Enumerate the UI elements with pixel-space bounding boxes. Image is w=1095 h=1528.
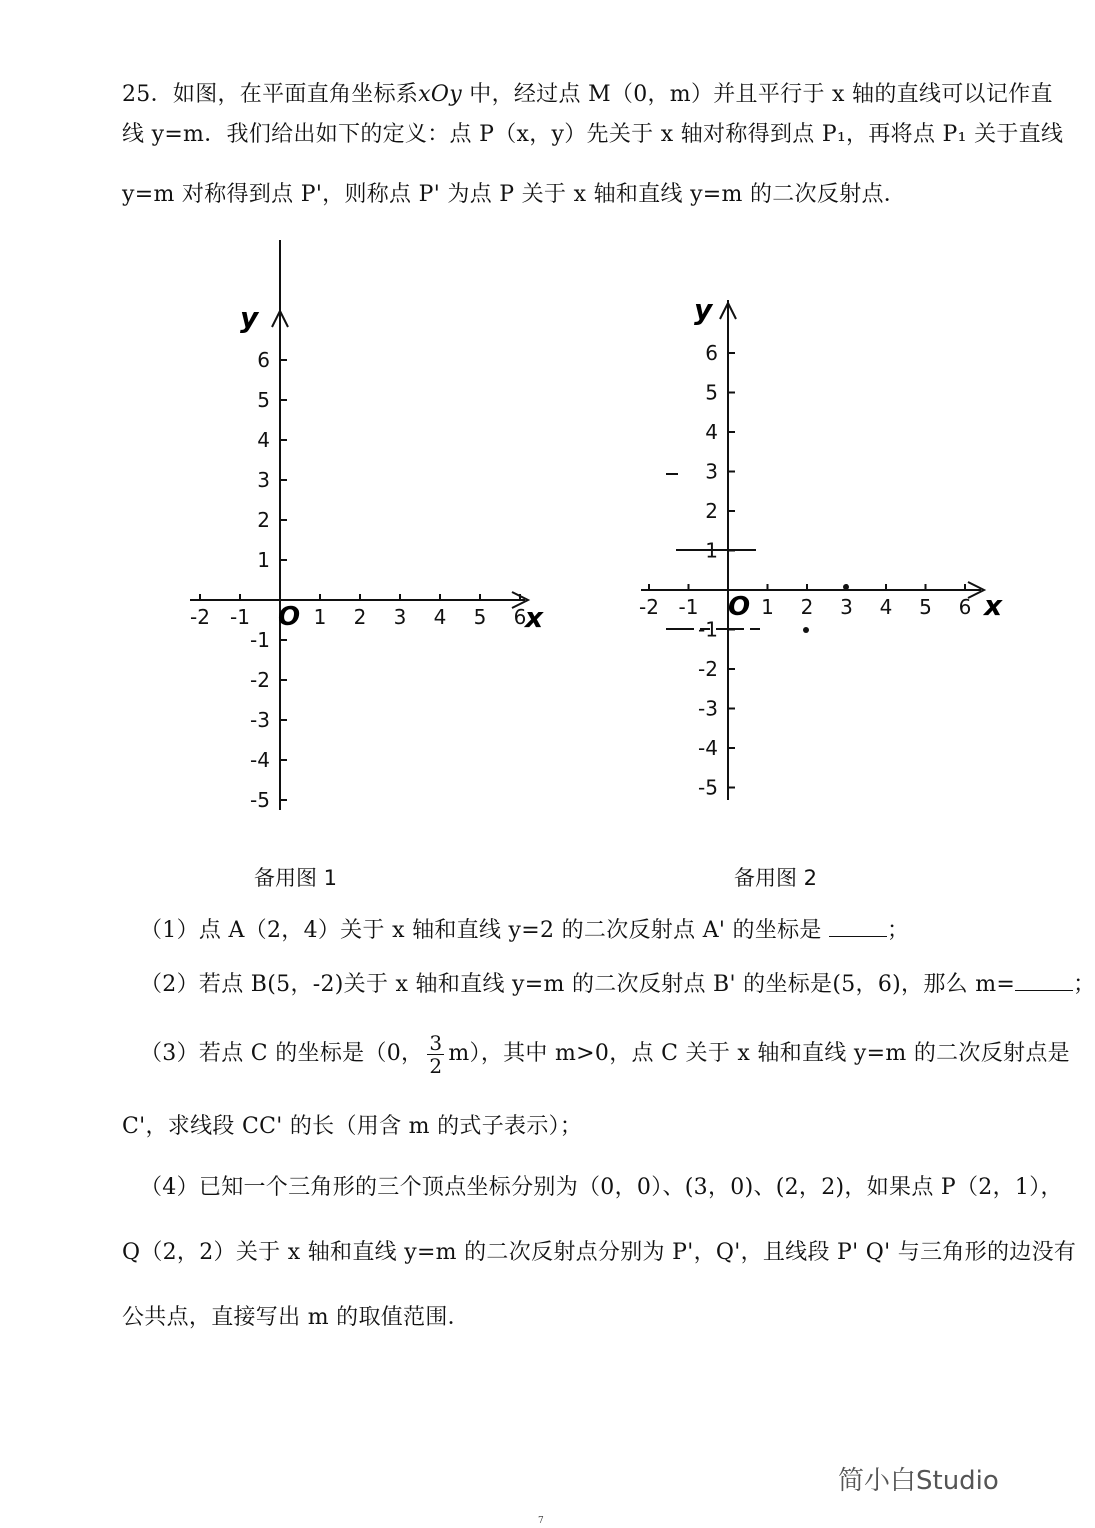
q3-text-b: m），其中 m>0，点 C 关于 x 轴和直线 y=m 的二次反射点是 (448, 1041, 1070, 1066)
fig2-y-tick-label: -4 (698, 736, 718, 760)
fig2-pencil-dot-1 (803, 627, 809, 633)
problem-intro-line1 (122, 80, 1066, 110)
fig1-caption: 备用图 1 (254, 866, 338, 890)
problem-intro-line2: 线 y=m．我们给出如下的定义：点 P（x，y）先关于 x 轴对称得到点 P₁，再将点 P₁ 关于直线 (122, 122, 1064, 147)
fig1-y-tick-label: -4 (250, 748, 270, 772)
q1-end: ； (887, 918, 910, 943)
question-2 (140, 970, 1095, 1000)
fig2-origin-label: O (728, 592, 751, 622)
fig2-svg (636, 235, 1016, 825)
fig2-y-tick-label: -5 (698, 775, 718, 800)
fig2-y-label: y (694, 293, 713, 326)
q2-answer-blank[interactable] (1015, 972, 1073, 991)
question-3-line2: C'，求线段 CC' 的长（用含 m 的式子表示）； (122, 1114, 583, 1139)
fig1-y-tick-label: 2 (257, 508, 270, 532)
coordinate-figure-1 (180, 235, 560, 825)
fig1-y-tick-label: 3 (257, 468, 270, 492)
fig2-x-tick-label: 4 (879, 595, 893, 619)
question-4-line1: （4）已知一个三角形的三个顶点坐标分别为（0，0）、(3，0)、(2，2)，如果点 P（2，1）， (140, 1175, 1063, 1200)
fig1-x-tick-label: 4 (433, 605, 447, 629)
question-3 (140, 1024, 1070, 1084)
fig2-y-tick-label: 6 (705, 341, 718, 365)
fig1-y-tick-label: 6 (257, 348, 270, 372)
fig1-origin-label: O (278, 602, 301, 632)
question-4-line2: Q（2，2）关于 x 轴和直线 y=m 的二次反射点分别为 P'，Q'，且线段 P' Q' 与三角形的边没有 (122, 1240, 1077, 1265)
page-number: 7 (538, 1516, 544, 1526)
fig2-x-tick-label: 3 (840, 595, 853, 619)
fig2-y-tick-label: 4 (705, 420, 718, 444)
fig1-y-label: y (240, 301, 259, 334)
q2-end: ； (1073, 972, 1095, 997)
intro-line1-b: 中，经过点 M（0，m）并且平行于 x 轴的直线可以记作直 (461, 82, 1053, 107)
fig2-x-tick-label: 6 (958, 595, 972, 619)
fig1-x-tick-label: 2 (353, 605, 367, 629)
coordinate-figure-2 (636, 235, 1016, 825)
fig2-y-tick-label: 3 (705, 459, 718, 484)
fig1-y-tick-label: 5 (257, 388, 270, 412)
problem-intro-line3: y=m 对称得到点 P'，则称点 P' 为点 P 关于 x 轴和直线 y=m 的二次反射点． (122, 182, 907, 207)
fig2-y-tick-label: -2 (698, 657, 718, 681)
fig1-x-tick-label: -2 (190, 605, 210, 629)
fig1-y-tick-label: -3 (250, 708, 270, 732)
fig1-y-tick-label: 4 (257, 428, 270, 452)
watermark: 简小白Studio (838, 1466, 999, 1496)
intro-line1-a: 25．如图，在平面直角坐标系 (122, 82, 419, 107)
fig2-x-tick-label: 1 (761, 595, 774, 619)
fig2-x-tick-label: -2 (639, 595, 659, 619)
fig2-y-tick-label: 1 (705, 538, 718, 563)
fig2-caption: 备用图 2 (734, 866, 818, 890)
fig1-x-tick-label: 1 (313, 605, 327, 629)
intro-line1-xoy: xOy (418, 82, 462, 107)
question-1 (140, 916, 1066, 946)
fig1-x-tick-label: 6 (513, 605, 527, 629)
fig1-y-tick-label: 1 (257, 548, 270, 572)
fig1-y-tick-label: -2 (250, 668, 270, 692)
fig2-y-tick-label: -1 (698, 617, 718, 642)
q3-frac-den: 2 (429, 1053, 443, 1078)
q2-text: （2）若点 B(5，-2)关于 x 轴和直线 y=m 的二次反射点 B' 的坐标是(5，6)，那么 m= (140, 972, 1016, 997)
q3-frac-num: 3 (429, 1030, 443, 1055)
fig2-y-tick-label: -3 (698, 696, 718, 721)
fig2-x-label: x (984, 589, 1003, 622)
q1-answer-blank[interactable] (829, 918, 887, 937)
fig2-y-tick-label: 2 (705, 499, 718, 523)
fig2-x-tick-label: 5 (919, 595, 932, 619)
fig1-x-tick-label: 3 (393, 605, 407, 629)
fig1-x-tick-label: -1 (230, 605, 250, 629)
fig2-x-tick-label: -1 (678, 595, 699, 619)
q1-text: （1）点 A（2，4）关于 x 轴和直线 y=2 的二次反射点 A' 的坐标是 (140, 918, 822, 943)
fig1-x-label: x (525, 601, 544, 634)
fig2-y-tick-label: 5 (705, 380, 718, 405)
q3-text-a: （3）若点 C 的坐标是（0， (140, 1041, 424, 1066)
fig2-x-tick-label: 2 (800, 595, 814, 619)
fig1-y-tick-label: -1 (250, 628, 270, 652)
fig1-y-tick-label: -5 (250, 788, 270, 812)
fig1-x-tick-label: 5 (473, 605, 487, 629)
fig1-svg (180, 235, 560, 825)
question-4-line3: 公共点，直接写出 m 的取值范围． (122, 1305, 470, 1330)
q3-fraction (427, 1032, 444, 1077)
